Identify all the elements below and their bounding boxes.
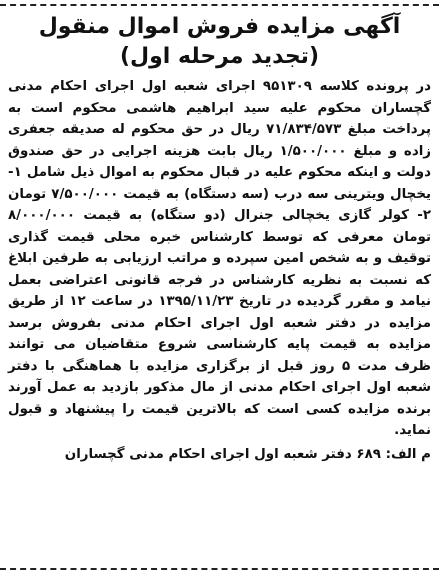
notice-footer-text: م الف: ۶۸۹ دفتر شعبه اول اجرای احکام مدنی گچساران <box>64 446 431 462</box>
bottom-dashed-divider <box>0 568 439 570</box>
notice-footer <box>8 444 431 465</box>
notice-title: آگهی مزایده فروش اموال منقول (تجدید مرحله اول) <box>38 14 401 69</box>
notice-body: در پرونده کلاسه ۹۵۱۳۰۹ اجرای شعبه اول اجرای احکام مدنی گچساران محکوم علیه سید ابراهیم هاشمی محکوم است به پرداخت مبلغ ۷۱/۸۳۴/۵۷۳ ریال در حق محکوم له صدیقه جعفری زاده و مبلغ ۱/۵۰۰/۰۰۰ ریال بابت هزینه اجرایی در حق صندوق دولت و اینکه محکوم علیه در قبال محکوم به اموال ذیل شامل ۱- یخچال ویترینی سه درب (سه دستگاه) به قیمت ۷/۵۰۰/۰۰۰ تومان ۲- کولر گازی یخچالی جنرال (دو ستگاه) به قیمت ۸/۰۰۰/۰۰۰ تومان معرفی که توسط کارشناس خبره محلی قیمت گذاری توقیف و به شخص امین سپرده و مراتب ارزیابی به طرفین ابلاغ که نسبت به نظریه کارشناس در فرجه قانونی اعتراضی بعمل نیامد و مقرر گردیده در تاریخ ۱۳۹۵/۱۱/۲۳ در ساعت ۱۲ از طریق مزایده در دفتر شعبه اول اجرای احکام مدنی بفروش برسد مزایده به قیمت پایه کارشناسی شروع متقاضیان می توانند ظرف مدت ۵ روز قبل از برگزاری مزایده با هماهنگی با دفتر شعبه اول اجرای احکام مدنی از مال مذکور بازدید به عمل آورند برنده مزایده کسی است که بالاترین قیمت را پیشنهاد و قبول نماید. <box>8 79 431 438</box>
top-dashed-divider <box>0 4 439 6</box>
auction-notice <box>8 12 431 465</box>
